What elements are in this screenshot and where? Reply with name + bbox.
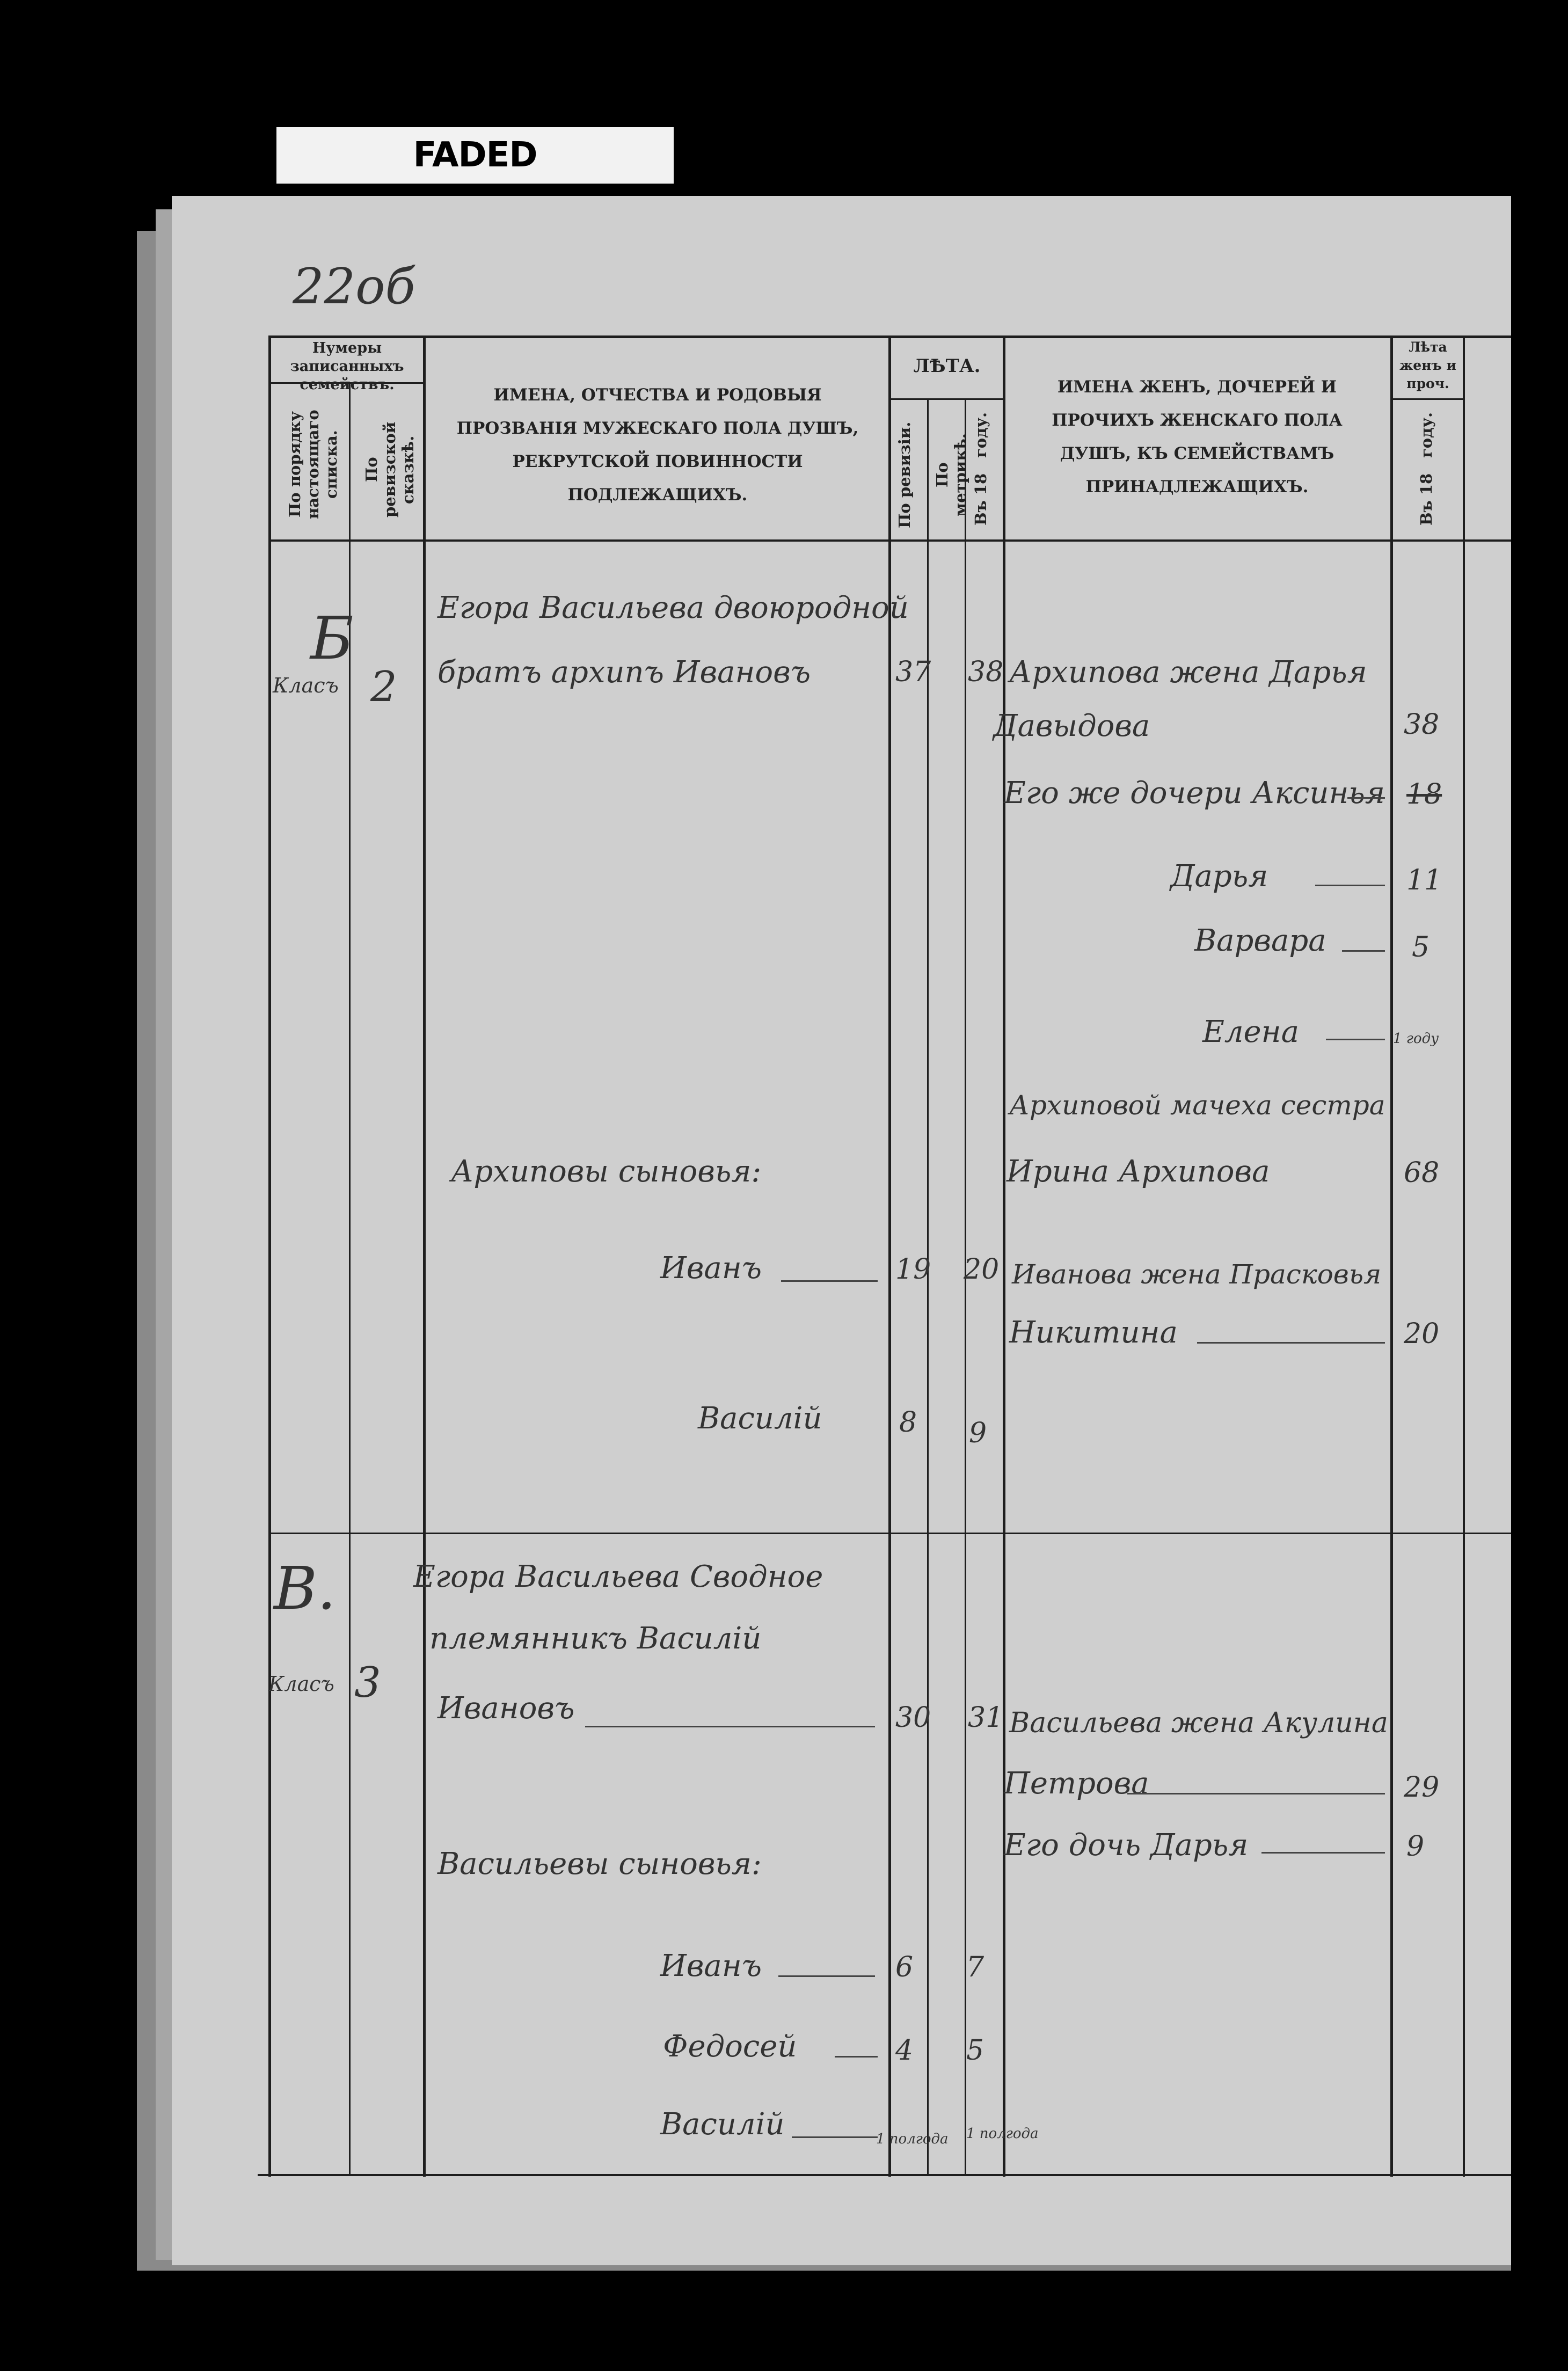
male-line-10-metric: 7	[966, 1951, 984, 1983]
male-line-12: Василій	[660, 2107, 785, 2142]
female-line-5-dash	[1342, 950, 1385, 952]
female-line-6-age: 1 году	[1393, 1031, 1439, 1047]
female-line-3-age: 18	[1406, 778, 1442, 811]
male-line-2: братъ архипъ Ивановъ	[437, 655, 811, 690]
male-line-12-revision: 1 полгода	[876, 2131, 949, 2147]
female-line-1: Архипова жена Дарья	[1009, 655, 1367, 690]
male-line-9: Васильевы сыновья:	[437, 1847, 762, 1881]
page-number: 22об	[293, 258, 415, 315]
female-line-2: Давыдова	[993, 709, 1150, 743]
header-year-word: году.	[972, 412, 990, 458]
male-line-10: Иванъ	[660, 1949, 762, 1983]
header-by-revision: По ревизской сказкѣ.	[362, 421, 417, 518]
female-line-10-dash	[1197, 1342, 1385, 1344]
male-line-8: Ивановъ	[437, 1691, 575, 1726]
male-line-11-metric: 5	[966, 2034, 984, 2067]
male-line-5-revision: 8	[899, 1406, 917, 1439]
col-line-female-names	[1390, 335, 1393, 2177]
col-line-right	[1463, 335, 1465, 2177]
family-letter-b: Б	[310, 604, 354, 673]
female-line-8: Ирина Архипова	[1007, 1154, 1270, 1189]
header-female-years: Лѣта женъ и проч.	[1399, 339, 1456, 391]
header-female-in-18: Въ 18	[1417, 473, 1435, 526]
male-line-4-dash	[781, 1280, 878, 1282]
female-line-10-age: 20	[1404, 1318, 1440, 1350]
male-line-11: Федосей	[663, 2029, 797, 2064]
family-number-c: 3	[354, 1659, 381, 1707]
male-line-2-metric: 38	[968, 656, 1004, 688]
header-family-numbers: Нумеры записанныхъ семействъ.	[290, 340, 404, 393]
male-line-5: Василій	[698, 1401, 822, 1436]
col-line-metric-18	[965, 398, 966, 2175]
male-line-4-metric: 20	[964, 1253, 1000, 1286]
family-letter-c: В.	[274, 1554, 336, 1623]
female-line-11: Васильева жена Акулина	[1009, 1707, 1388, 1739]
male-line-6: Егора Васильева Сводное	[413, 1559, 823, 1594]
female-line-4-age: 11	[1406, 864, 1442, 896]
male-line-12-metric: 1 полгода	[966, 2126, 1039, 2142]
male-line-12-dash	[792, 2136, 878, 2138]
female-line-5-age: 5	[1412, 931, 1430, 964]
header-in-18: Въ 18	[972, 473, 990, 526]
male-line-10-dash	[778, 1975, 875, 1977]
female-line-2-age: 38	[1404, 709, 1440, 741]
female-line-10: Никитина	[1009, 1315, 1178, 1350]
col-line-left	[268, 335, 271, 2177]
header-by-list: По порядку настоящаго списка.	[286, 410, 340, 519]
female-line-8-age: 68	[1404, 1157, 1440, 1189]
male-line-3: Архиповы сыновья:	[451, 1154, 762, 1189]
male-line-11-dash	[835, 2056, 878, 2058]
male-line-4: Иванъ	[660, 1251, 762, 1286]
female-line-12-dash	[1127, 1793, 1385, 1794]
header-female-names: ИМЕНА ЖЕНЪ, ДОЧЕРЕЙ И ПРОЧИХЪ ЖЕНСКАГО ПОЛА ДУШЪ, КЪ СЕМЕЙСТВАМЪ ПРИНАДЛЕЖАЩИХЪ.	[1052, 377, 1343, 497]
female-line-3: Его же дочери Аксинья	[1004, 776, 1385, 811]
male-line-8-metric: 31	[968, 1702, 1004, 1734]
family-number-b: 2	[370, 663, 397, 711]
male-line-2-revision: 37	[895, 656, 931, 688]
female-line-5: Варвара	[1194, 923, 1326, 958]
table-bottom-rule	[258, 2174, 1511, 2176]
female-line-4: Дарья	[1170, 859, 1268, 894]
male-line-10-revision: 6	[895, 1951, 914, 1983]
header-by-metric: По метрикѣ.	[933, 433, 969, 517]
male-line-8-revision: 30	[895, 1702, 931, 1734]
female-line-13-dash	[1261, 1852, 1385, 1854]
female-line-3-dash	[1347, 797, 1385, 799]
female-line-4-dash	[1315, 885, 1385, 886]
header-by-revision-years: По ревизіи.	[895, 421, 914, 529]
female-years-sub-rule	[1390, 398, 1463, 400]
faded-document-label: FADED	[276, 127, 674, 184]
female-line-6: Елена	[1202, 1015, 1299, 1049]
male-line-5-metric: 9	[969, 1417, 987, 1449]
header-female-year-word: году.	[1417, 412, 1435, 458]
family-class-b: Класъ	[273, 674, 339, 697]
female-line-12: Петрова	[1004, 1766, 1149, 1801]
female-line-6-dash	[1326, 1039, 1385, 1040]
years-sub-rule	[888, 398, 1003, 400]
family-class-c: Класъ	[268, 1672, 334, 1696]
male-line-4-revision: 19	[895, 1253, 931, 1286]
male-line-11-revision: 4	[895, 2034, 914, 2067]
col-line-families	[423, 335, 426, 2177]
male-line-1: Егора Васильева двоюродной	[437, 590, 909, 625]
female-line-7: Архиповой мачеха сестра	[1009, 1090, 1385, 1121]
col-line-years	[1003, 335, 1005, 2177]
female-line-13-age: 9	[1406, 1830, 1425, 1863]
female-line-9: Иванова жена Прасковья	[1012, 1259, 1382, 1290]
header-years: ЛѢТА.	[913, 355, 981, 377]
header-male-names: ИМЕНА, ОТЧЕСТВА И РОДОВЫЯ ПРОЗВАНІЯ МУЖЕСКАГО ПОЛА ДУШЪ, РЕКРУТСКОЙ ПОВИННОСТИ ПОДЛЕЖАЩИХЪ.	[456, 385, 859, 505]
male-line-7: племянникъ Василій	[429, 1621, 762, 1656]
female-line-13: Его дочь Дарья	[1004, 1828, 1249, 1863]
male-line-8-dash	[585, 1726, 875, 1727]
female-line-12-age: 29	[1404, 1771, 1440, 1804]
